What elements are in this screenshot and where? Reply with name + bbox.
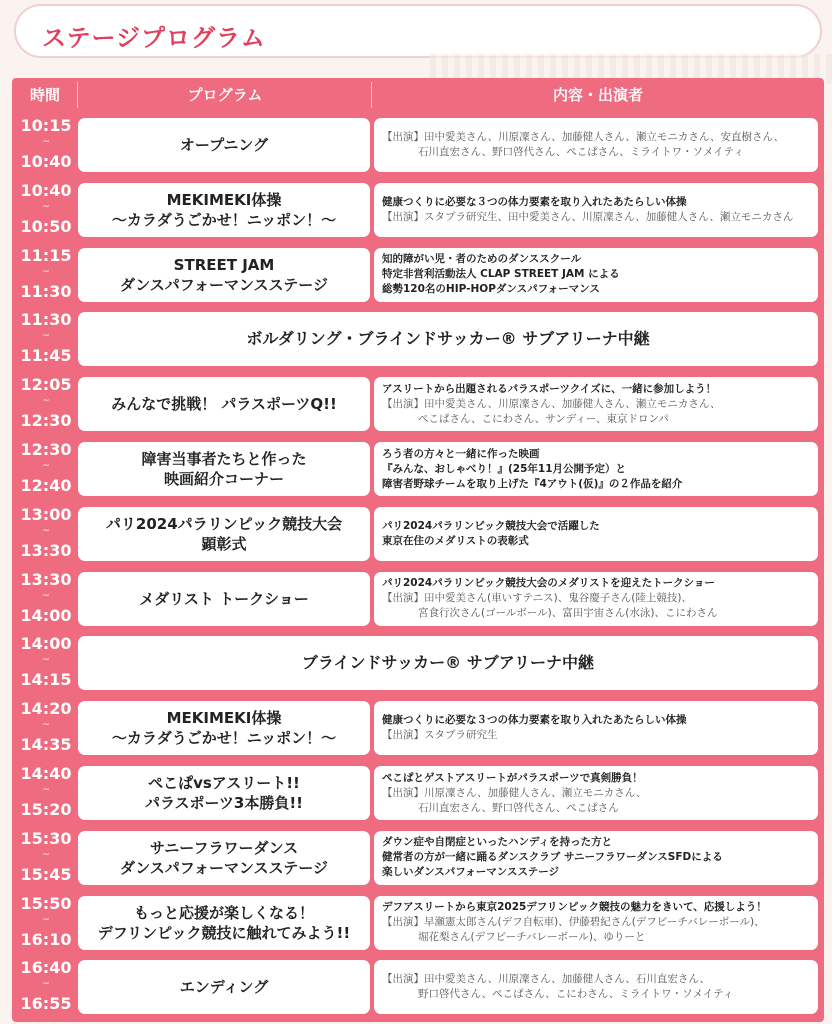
program-cell: [78, 248, 370, 302]
start-time: 14:00: [20, 634, 72, 654]
program-name: ぺこぱvsアスリート!! パラスポーツ3本勝負!!: [144, 774, 304, 812]
start-time: 11:30: [20, 310, 72, 330]
content-cast: 石川直宏さん、野口啓代さん、ぺこぱさん: [418, 801, 619, 814]
time-separator: ~: [42, 979, 50, 990]
program-name: みんなで挑戦！ パラスポーツQ!!: [111, 395, 337, 414]
end-time: 11:45: [20, 346, 72, 366]
end-time: 14:15: [20, 670, 72, 690]
schedule-row: [12, 438, 824, 500]
content-description: 特定非営利活動法人 CLAP STREET JAM による: [382, 268, 620, 281]
program-name: ブラインドサッカー® サブアリーナ中継: [301, 653, 595, 673]
program-name: 障害当事者たちと作った 映画紹介コーナー: [141, 450, 307, 488]
end-time: 12:30: [20, 411, 72, 431]
start-time: 14:40: [20, 764, 72, 783]
header-program: プログラム: [187, 86, 263, 104]
program-cell: [78, 572, 370, 626]
time-separator: ~: [42, 914, 50, 925]
content-lines: [374, 896, 818, 950]
content-lines: [374, 377, 818, 431]
content-description: ダウン症や自閉症といったハンディを持った方と: [382, 836, 613, 849]
content-cast: 【出演】川原凜さん、加藤健人さん、瀬立モニカさん、: [382, 786, 647, 799]
content-description: 『みんな、おしゃべり！』(25年11月公開予定）と: [382, 462, 627, 475]
content-description: アスリートから出題されるパラスポーツクイズに、一緒に参加しよう！: [382, 382, 717, 395]
start-time: 16:40: [20, 958, 72, 978]
time-separator: ~: [42, 785, 50, 795]
header-content: 内容・出演者: [552, 86, 643, 104]
content-cell: [374, 960, 818, 1014]
content-cell: [374, 248, 818, 302]
program-cell: [78, 118, 370, 172]
schedule-row: [12, 244, 824, 306]
content-lines: [374, 831, 818, 885]
program-cell-wide: [78, 312, 818, 366]
start-time: 11:15: [20, 245, 72, 265]
content-description: パリ2024パラリンピック競技大会のメダリストを迎えたトークショー: [382, 577, 715, 590]
time-separator: ~: [42, 396, 50, 407]
time-separator: ~: [42, 331, 50, 342]
time-separator: ~: [42, 525, 50, 536]
program-cell: [78, 766, 370, 820]
time-separator: ~: [42, 201, 50, 212]
content-description: 楽しいダンスパフォーマンスステージ: [382, 866, 560, 879]
schedule-row: [12, 892, 824, 954]
content-description: 東京在住のメダリストの表彰式: [382, 534, 529, 547]
content-cell: [374, 896, 818, 950]
content-lines: [374, 960, 818, 1014]
title-banner: [14, 4, 822, 58]
content-cell: [374, 442, 818, 496]
program-name: サニーフラワーダンス ダンスパフォーマンスステージ: [120, 838, 328, 877]
program-name: オープニング: [179, 136, 269, 154]
start-time: 14:20: [20, 699, 72, 719]
schedule-row: [12, 632, 824, 694]
program-cell: [78, 831, 370, 885]
content-lines: [374, 572, 818, 626]
end-time: 12:40: [20, 476, 72, 495]
end-time: 15:20: [20, 800, 72, 819]
content-cast: 【出演】田中愛美さん(車いすテニス)、鬼谷慶子さん(陸上競技)、: [382, 592, 692, 605]
content-description: 健康つくりに必要な３つの体力要素を取り入れたあたらしい体操: [382, 195, 687, 208]
program-name: エンディング: [179, 978, 269, 997]
start-time: 12:05: [20, 375, 72, 395]
schedule-row: [12, 179, 824, 241]
schedule-row: [12, 697, 824, 759]
content-cast: 石川直宏さん、野口啓代さん、ぺこぱさん、ミライトワ・ソメイティ: [418, 146, 744, 158]
schedule-row: [12, 827, 824, 889]
content-lines: [374, 766, 818, 820]
time-separator: ~: [42, 849, 50, 860]
program-name: もっと応援が楽しくなる！ デフリンピック競技に触れてみよう!!: [97, 903, 351, 942]
content-cast: 堀花梨さん(デフビーチバレーボール)、ゆりーと: [418, 931, 646, 944]
content-cast: 【出演】スタプラ研究生、田中愛美さん、川原凜さん、加藤健人さん、瀬立モニカさん: [382, 210, 794, 223]
time-separator: ~: [42, 720, 50, 731]
time-separator: ~: [42, 461, 50, 471]
content-cell: [374, 831, 818, 885]
content-cast: 【出演】早瀬憲太郎さん(デフ自転車)、伊藤碧紀さん(デフビーチバレーボール)、: [382, 916, 765, 929]
content-lines: [374, 248, 818, 302]
content-cast: 野口啓代さん、ぺこぱさん、こにわさん、ミライトワ・ソメイティ: [418, 988, 734, 1001]
end-time: 10:40: [20, 152, 72, 171]
content-lines: [374, 507, 818, 561]
end-time: 14:35: [20, 735, 72, 755]
content-lines: [374, 442, 818, 496]
content-cast: 【出演】田中愛美さん、川原凜さん、加藤健人さん、石川直宏さん、: [382, 973, 711, 986]
program-cell-wide: [78, 636, 818, 690]
content-cell: [374, 118, 818, 172]
program-name: MEKIMEKI体操 ～カラダうごかせ！ニッポン！～: [111, 709, 337, 748]
content-cast: 【出演】田中愛美さん、川原凜さん、加藤健人さん、瀬立モニカさん、安直樹さん、: [382, 131, 785, 143]
schedule-row: [12, 503, 824, 565]
schedule-row: [12, 956, 824, 1018]
schedule-row: [12, 114, 824, 176]
content-description: 健康つくりに必要な３つの体力要素を取り入れたあたらしい体操: [382, 714, 687, 727]
content-description: ぺこぱとゲストアスリートがパラスポーツで真剣勝負！: [382, 771, 643, 784]
content-description: 障害者野球チームを取り上げた『4アウト(仮)』の２作品を紹介: [382, 477, 683, 490]
program-name: メダリスト トークショー: [139, 589, 309, 608]
content-cell: [374, 701, 818, 755]
content-lines: [374, 183, 818, 237]
program-name: ボルダリング・ブラインドサッカー® サブアリーナ中継: [246, 329, 650, 349]
content-cell: [374, 183, 818, 237]
start-time: 15:30: [20, 828, 72, 848]
content-cast: ぺこぱさん、こにわさん、サンディー、東京ドロンパ: [418, 412, 669, 425]
start-time: 10:15: [20, 116, 72, 135]
content-description: 総勢120名のHIP-HOPダンスパフォーマンス: [382, 283, 600, 296]
time-separator: ~: [42, 137, 50, 147]
time-separator: ~: [42, 266, 50, 277]
program-cell: [78, 183, 370, 237]
end-time: 11:30: [20, 281, 72, 301]
header-time: 時間: [29, 86, 60, 104]
table-header: [12, 78, 824, 112]
end-time: 15:45: [20, 864, 72, 884]
start-time: 13:30: [20, 569, 72, 589]
end-time: 14:00: [20, 605, 72, 625]
content-cast: 【出演】田中愛美さん、川原凜さん、加藤健人さん、瀬立モニカさん、: [382, 397, 721, 410]
program-cell: [78, 701, 370, 755]
schedule-row: [12, 762, 824, 824]
end-time: 16:10: [20, 929, 72, 949]
end-time: 13:30: [20, 540, 72, 560]
end-time: 16:55: [20, 994, 72, 1014]
schedule-row: [12, 308, 824, 370]
start-time: 15:50: [20, 893, 72, 913]
program-cell: [78, 442, 370, 496]
program-cell: [78, 377, 370, 431]
start-time: 12:30: [20, 440, 72, 459]
content-cell: [374, 766, 818, 820]
end-time: 10:50: [20, 216, 72, 236]
content-cell: [374, 377, 818, 431]
content-lines: [374, 701, 818, 755]
content-cell: [374, 572, 818, 626]
schedule-row: [12, 373, 824, 435]
content-description: 知的障がい児・者のためのダンススクール: [382, 253, 582, 266]
program-cell: [78, 507, 370, 561]
schedule-table: [12, 78, 824, 1022]
start-time: 10:40: [20, 180, 72, 200]
time-separator: ~: [42, 590, 50, 601]
page-title: ステージプログラム: [42, 24, 266, 52]
content-description: 健常者の方が一緒に踊るダンスクラブ サニーフラワーダンスSFDによる: [382, 851, 723, 864]
content-cast: 【出演】スタプラ研究生: [382, 729, 498, 742]
content-cast: 宮食行次さん(ゴールボール)、富田宇宙さん(水泳)、こにわさん: [418, 607, 718, 620]
content-description: パリ2024パラリンピック競技大会で活躍した: [382, 519, 600, 532]
program-cell: [78, 960, 370, 1014]
content-lines: [374, 118, 818, 172]
program-name: MEKIMEKI体操 ～カラダうごかせ！ニッポン！～: [111, 190, 337, 229]
program-name: STREET JAM ダンスパフォーマンスステージ: [120, 255, 328, 294]
content-description: デフアスリートから東京2025デフリンピック競技の魅力をきいて、応援しよう！: [382, 901, 767, 914]
content-description: ろう者の方々と一緒に作った映画: [382, 447, 540, 460]
time-separator: ~: [42, 655, 50, 666]
program-name: パリ2024パラリンピック競技大会 顕彰式: [105, 514, 343, 553]
schedule-row: [12, 568, 824, 630]
content-cell: [374, 507, 818, 561]
start-time: 13:00: [20, 504, 72, 524]
program-cell: [78, 896, 370, 950]
